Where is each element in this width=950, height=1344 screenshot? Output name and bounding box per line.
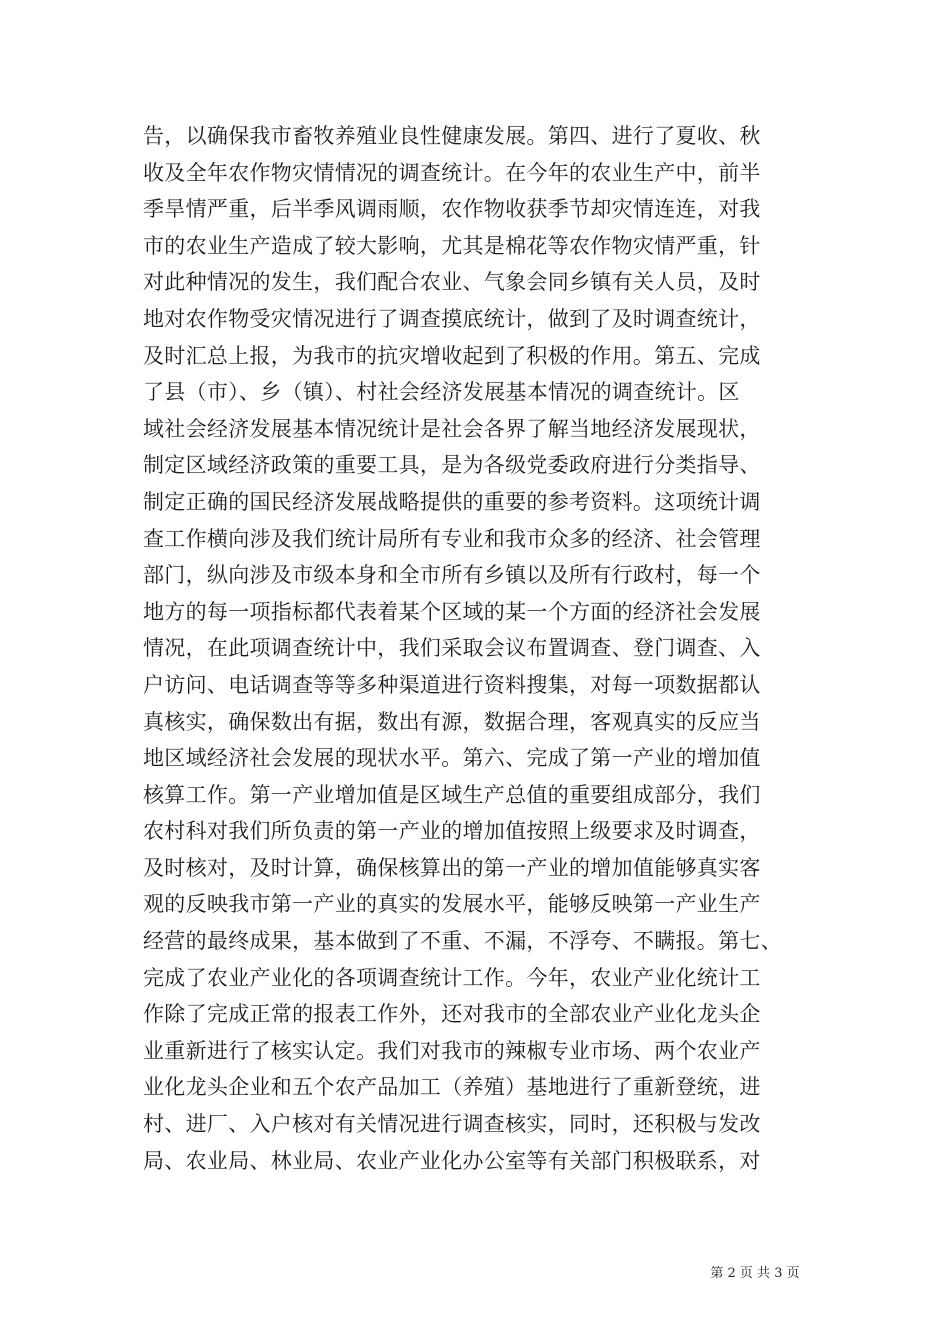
- text-line: 业重新进行了核实认定。我们对我市的辣椒专业市场、两个农业产: [143, 1038, 761, 1063]
- text-line: 户访问、电话调查等等多种渠道进行资料搜集，对每一项数据都认: [143, 672, 761, 697]
- text-line: 及时汇总上报，为我市的抗灾增收起到了积极的作用。第五、完成: [143, 343, 761, 368]
- text-line: 季旱情严重，后半季风调雨顺，农作物收获季节却灾情连连，对我: [143, 197, 761, 222]
- text-line: 对此种情况的发生，我们配合农业、气象会同乡镇有关人员，及时: [143, 270, 761, 295]
- text-line: 地对农作物受灾情况进行了调查摸底统计，做到了及时调查统计，: [143, 306, 761, 331]
- text-line: 完成了农业产业化的各项调查统计工作。今年，农业产业化统计工: [143, 965, 761, 990]
- text-line: 业化龙头企业和五个农产品加工（养殖）基地进行了重新登统，进: [143, 1075, 761, 1100]
- text-line: 了县（市）、乡（镇）、村社会经济发展基本情况的调查统计。区: [143, 380, 740, 405]
- text-line: 部门，纵向涉及市级本身和全市所有乡镇以及所有行政村，每一个: [143, 563, 761, 588]
- text-line: 村、进厂、入户核对有关情况进行调查核实，同时，还积极与发改: [143, 1112, 761, 1137]
- body-text: [143, 118, 823, 1179]
- text-line: 收及全年农作物灾情情况的调查统计。在今年的农业生产中，前半: [143, 160, 761, 185]
- text-line: 地区域经济社会发展的现状水平。第六、完成了第一产业的增加值: [143, 746, 761, 771]
- text-line: 局、农业局、林业局、农业产业化办公室等有关部门积极联系，对: [143, 1148, 761, 1173]
- text-line: 农村科对我们所负责的第一产业的增加值按照上级要求及时调查，: [143, 819, 761, 844]
- page-number: 第 2 页 共 3 页: [710, 1266, 800, 1281]
- text-line: 经营的最终成果，基本做到了不重、不漏，不浮夸、不瞒报。第七、: [143, 929, 782, 954]
- text-line: 真核实，确保数出有据，数出有源，数据合理，客观真实的反应当: [143, 709, 761, 734]
- text-line: 制定正确的国民经济发展战略提供的重要的参考资料。这项统计调: [143, 489, 761, 514]
- text-line: 告，以确保我市畜牧养殖业良性健康发展。第四、进行了夏收、秋: [143, 124, 761, 148]
- text-line: 地方的每一项指标都代表着某个区域的某一个方面的经济社会发展: [143, 599, 761, 624]
- text-line: 作除了完成正常的报表工作外，还对我市的全部农业产业化龙头企: [143, 1002, 761, 1027]
- text-line: 制定区域经济政策的重要工具，是为各级党委政府进行分类指导、: [143, 453, 761, 478]
- text-line: 域社会经济发展基本情况统计是社会各界了解当地经济发展现状，: [143, 416, 761, 441]
- text-line: 及时核对，及时计算，确保核算出的第一产业的增加值能够真实客: [143, 855, 761, 880]
- text-line: 核算工作。第一产业增加值是区域生产总值的重要组成部分，我们: [143, 782, 761, 807]
- text-line: 情况，在此项调查统计中，我们采取会议布置调查、登门调查、入: [143, 636, 761, 661]
- text-line: 观的反映我市第一产业的真实的发展水平，能够反映第一产业生产: [143, 892, 761, 917]
- text-line: 查工作横向涉及我们统计局所有专业和我市众多的经济、社会管理: [143, 526, 761, 551]
- page-footer: [0, 1262, 950, 1281]
- text-line: 市的农业生产造成了较大影响，尤其是棉花等农作物灾情严重，针: [143, 233, 761, 258]
